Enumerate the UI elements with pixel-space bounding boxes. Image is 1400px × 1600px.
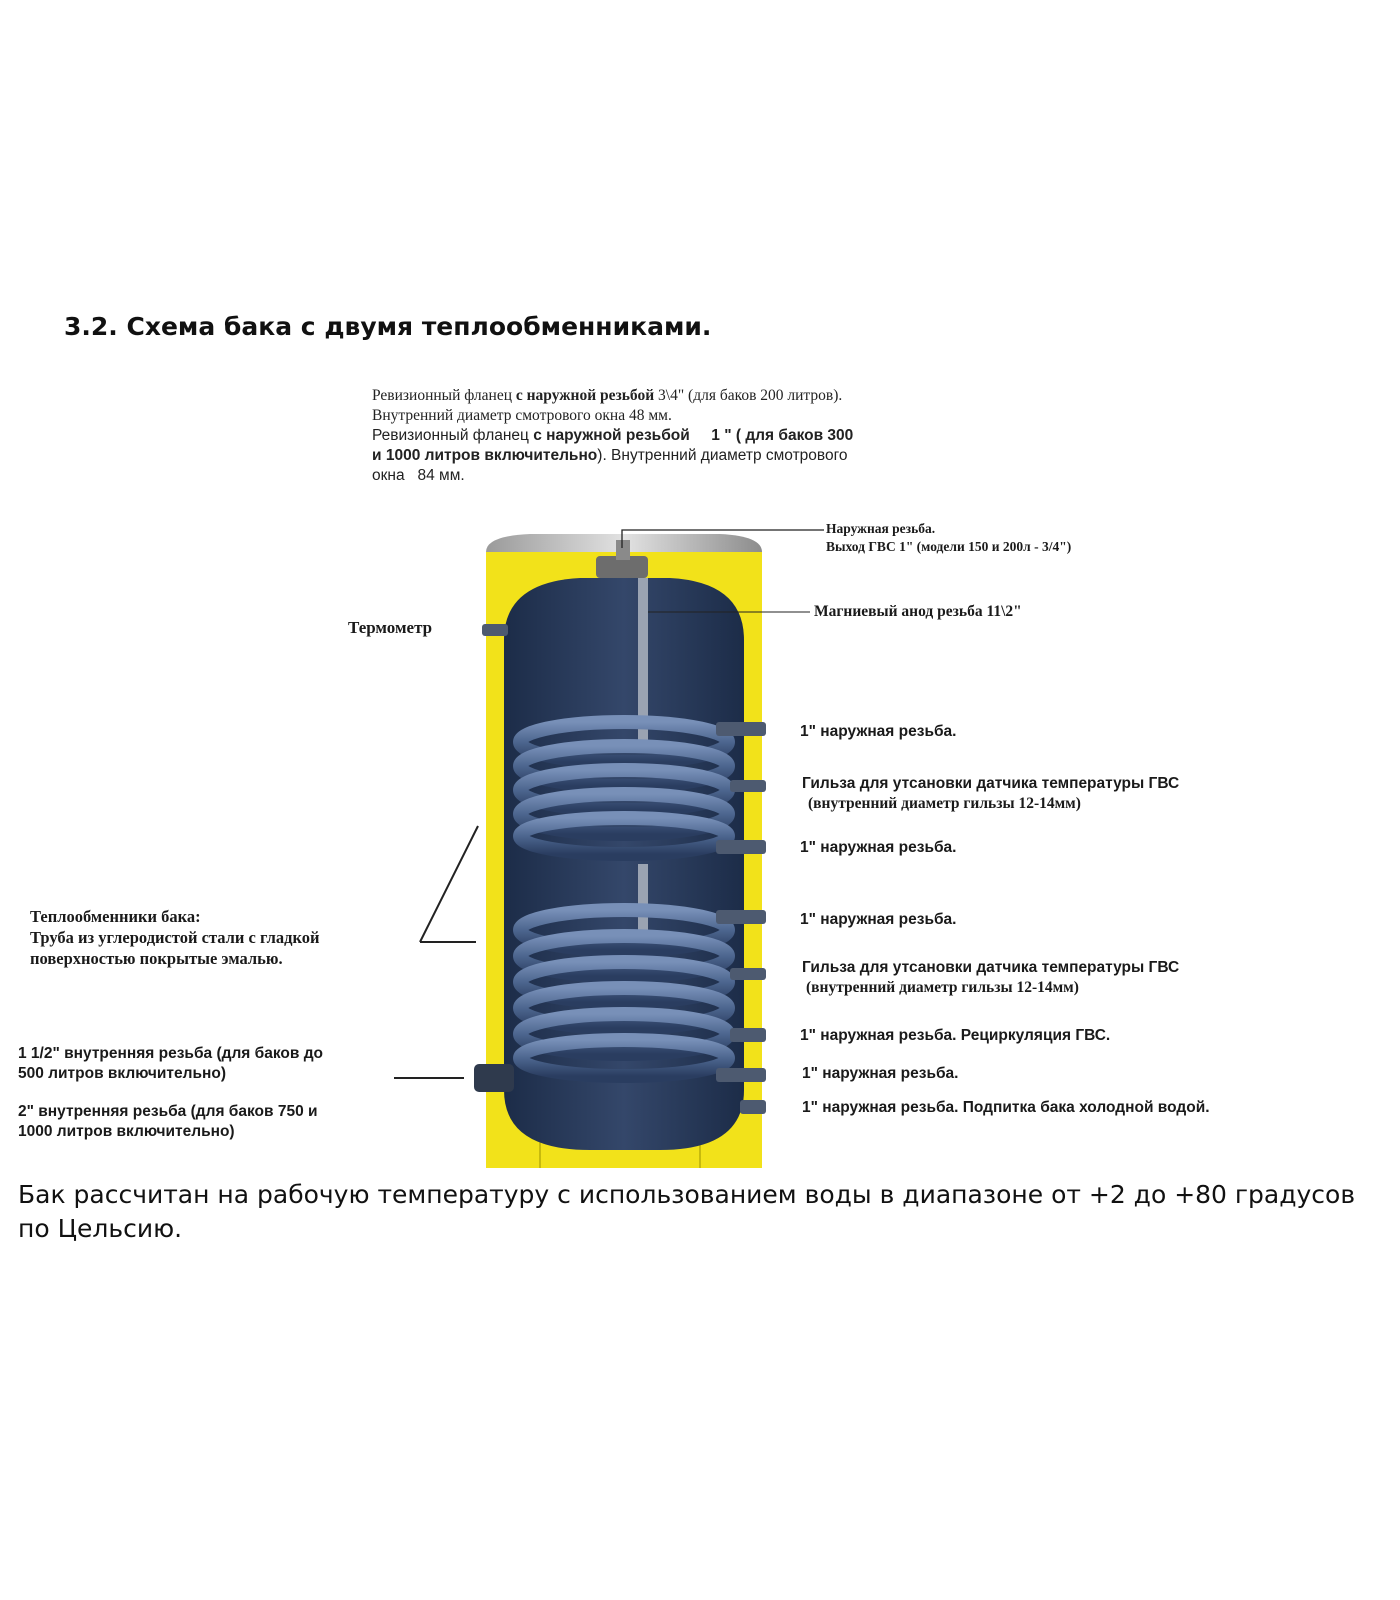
anode-label: Магниевый анод резьба 11\2" xyxy=(814,603,1022,620)
thread-label-3: 1" наружная резьба. xyxy=(800,911,957,928)
sleeve-fitting-2 xyxy=(730,968,766,980)
exchangers-label-line-2: Труба из углеродистой стали с гладкой xyxy=(30,928,320,947)
exchangers-label-line-1: Теплообменники бака: xyxy=(30,907,201,926)
cold-water-label: 1" наружная резьба. Подпитка бака холодной водой. xyxy=(802,1099,1210,1116)
sleeve-label-2 xyxy=(802,958,1179,998)
sleeve-fitting-1 xyxy=(730,780,766,792)
inner-thread-line-1: 1 1/2" внутренняя резьба (для баков до xyxy=(18,1045,324,1062)
exchangers-label-line-3: поверхностью покрытые эмалью. xyxy=(30,949,283,968)
exchanger-leader-line xyxy=(420,826,478,942)
flange-note-line-4: и 1000 литров включительно). Внутренний диаметр смотрового xyxy=(372,447,848,464)
sleeve-label-2-line-2: (внутренний диаметр гильзы 12-14мм) xyxy=(806,979,1079,996)
flange-note-line-2: Внутренний диаметр смотрового окна 48 мм. xyxy=(372,407,672,424)
thread-fitting-4 xyxy=(716,1068,766,1082)
thread-label-2: 1" наружная резьба. xyxy=(800,839,957,856)
inner-thread-line-4: 1000 литров включительно) xyxy=(18,1123,235,1140)
magnesium-anode xyxy=(638,864,648,936)
inner-thread-label-small xyxy=(18,1044,323,1084)
thread-fitting-1 xyxy=(716,722,766,736)
flange-note-line-1: Ревизионный фланец с наружной резьбой 3\4" (для баков 200 литров). xyxy=(372,387,843,404)
drain-fitting xyxy=(474,1064,514,1092)
outlet-label-line-2: Выход ГВС 1" (модели 150 и 200л - 3/4") xyxy=(826,539,1072,554)
hot-water-outlet-fitting xyxy=(616,540,630,560)
thread-label-1: 1" наружная резьба. xyxy=(800,723,957,740)
sleeve-label-2-line-1: Гильза для утсановки датчика температуры ГВС xyxy=(802,959,1180,976)
thread-label-4: 1" наружная резьба. xyxy=(802,1065,959,1082)
lower-heat-exchanger-coil xyxy=(520,910,728,1076)
flange-note-line-5: окна 84 мм. xyxy=(372,467,465,484)
inner-thread-line-2: 500 литров включительно) xyxy=(18,1065,226,1082)
inner-thread-label-large xyxy=(18,1102,318,1142)
outlet-label-line-1: Наружная резьба. xyxy=(826,521,936,536)
outlet-label xyxy=(826,520,1071,556)
exchangers-label xyxy=(30,906,320,969)
flange-note-line-3: Ревизионный фланец с наружной резьбой 1 " ( для баков 300 xyxy=(372,427,854,444)
thread-fitting-2 xyxy=(716,840,766,854)
section-heading: 3.2. Схема бака с двумя теплообменниками. xyxy=(64,312,712,341)
recirculation-fitting xyxy=(730,1028,766,1042)
thermometer-label: Термометр xyxy=(348,618,433,637)
thermometer-fitting xyxy=(482,624,508,636)
cold-water-fitting xyxy=(740,1100,766,1114)
thread-fitting-3 xyxy=(716,910,766,924)
sleeve-label-1-line-1: Гильза для утсановки датчика температуры ГВС xyxy=(802,775,1180,792)
sleeve-label-1 xyxy=(802,774,1179,814)
inner-thread-line-3: 2" внутренняя резьба (для баков 750 и xyxy=(18,1103,318,1120)
operating-temperature-note: Бак рассчитан на рабочую температуру с использованием воды в диапазоне от +2 до +80 градусов по Цельсию. xyxy=(18,1180,1356,1243)
recirculation-label: 1" наружная резьба. Рециркуляция ГВС. xyxy=(800,1027,1111,1044)
sleeve-label-1-line-2: (внутренний диаметр гильзы 12-14мм) xyxy=(808,795,1081,812)
